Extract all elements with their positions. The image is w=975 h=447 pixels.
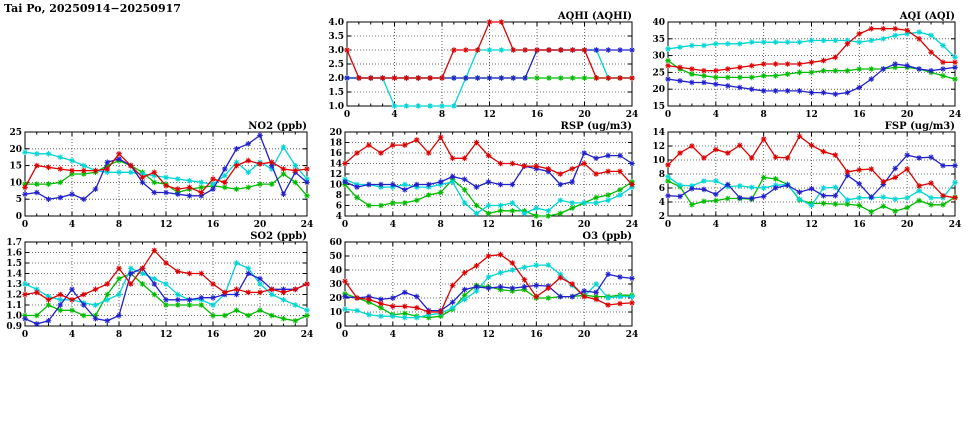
y-axis-label: 10 bbox=[329, 308, 342, 318]
x-axis-label: 24 bbox=[300, 330, 313, 340]
x-axis-label: 16 bbox=[530, 330, 543, 340]
x-axis-label: 16 bbox=[530, 220, 543, 230]
y-axis-label: 0 bbox=[15, 212, 22, 222]
x-axis-label: 8 bbox=[115, 330, 123, 340]
y-axis-label: 20 bbox=[9, 144, 22, 155]
so2-chart bbox=[0, 230, 313, 340]
y-axis-label: 25 bbox=[652, 68, 665, 79]
x-axis-label: 20 bbox=[578, 110, 591, 120]
aqi-chart bbox=[640, 10, 961, 120]
plot-frame bbox=[25, 132, 307, 216]
x-axis-label: 8 bbox=[438, 110, 446, 120]
y-axis-label: 8 bbox=[335, 191, 342, 201]
page-title: Tai Po, 20250914−20250917 bbox=[4, 2, 181, 15]
no2-chart-title: NO2 (ppb) bbox=[248, 121, 307, 132]
y-axis-label: 0 bbox=[335, 322, 342, 332]
o3-chart-title: O3 (ppb) bbox=[582, 231, 632, 242]
rsp-chart-title: RSP (ug/m3) bbox=[560, 121, 632, 132]
y-axis-label: 30 bbox=[652, 51, 665, 62]
x-axis-label: 0 bbox=[341, 220, 349, 230]
y-axis-label: 12 bbox=[329, 170, 342, 180]
y-axis-label: 60 bbox=[329, 238, 342, 248]
x-axis-label: 20 bbox=[577, 330, 591, 340]
x-axis-label: 20 bbox=[577, 220, 591, 230]
y-axis-label: 40 bbox=[652, 18, 665, 28]
aqi-plot bbox=[640, 10, 961, 120]
x-axis-label: 8 bbox=[437, 220, 444, 230]
x-axis-label: 8 bbox=[760, 110, 767, 120]
y-axis-label: 1.2 bbox=[6, 290, 22, 301]
x-axis-label: 12 bbox=[159, 330, 173, 340]
y-axis-label: 1.7 bbox=[6, 238, 22, 248]
y-axis-label: 1.0 bbox=[6, 311, 22, 322]
x-axis-label: 8 bbox=[437, 330, 444, 340]
x-axis-label: 24 bbox=[948, 220, 961, 230]
y-axis-label: 4.0 bbox=[328, 18, 344, 28]
y-axis-label: 35 bbox=[652, 34, 665, 45]
x-axis-label: 20 bbox=[253, 330, 267, 340]
aqhi-chart bbox=[319, 10, 638, 120]
x-axis-label: 24 bbox=[300, 220, 313, 230]
aqhi-chart-title: AQHI (AQHI) bbox=[557, 11, 632, 22]
y-axis-label: 0.9 bbox=[6, 322, 22, 332]
x-axis-label: 16 bbox=[206, 220, 220, 230]
x-axis-label: 24 bbox=[948, 110, 961, 120]
red-series-line bbox=[25, 250, 307, 299]
x-axis-label: 0 bbox=[664, 110, 672, 120]
y-axis-label: 10 bbox=[652, 156, 665, 166]
y-axis-label: 2.5 bbox=[328, 60, 344, 70]
y-axis-label: 20 bbox=[329, 128, 342, 138]
x-axis-label: 12 bbox=[482, 330, 495, 340]
x-axis-label: 24 bbox=[625, 220, 638, 230]
y-axis-label: 10 bbox=[9, 178, 22, 189]
x-axis-label: 0 bbox=[343, 110, 351, 120]
x-axis-label: 4 bbox=[389, 330, 396, 340]
y-axis-label: 1.5 bbox=[6, 259, 22, 269]
y-axis-label: 6 bbox=[335, 201, 342, 212]
x-axis-label: 16 bbox=[853, 220, 866, 230]
x-axis-label: 20 bbox=[900, 220, 914, 230]
y-axis-label: 40 bbox=[329, 266, 342, 276]
x-axis-label: 12 bbox=[159, 220, 173, 230]
x-axis-label: 16 bbox=[530, 110, 544, 120]
x-axis-label: 4 bbox=[391, 110, 398, 120]
x-axis-label: 4 bbox=[712, 220, 719, 230]
x-axis-label: 0 bbox=[664, 220, 672, 230]
y-axis-label: 1.0 bbox=[328, 102, 344, 112]
y-axis-label: 10 bbox=[329, 180, 342, 191]
o3-plot bbox=[317, 230, 638, 340]
o3-chart bbox=[317, 230, 638, 340]
y-axis-label: 1.5 bbox=[328, 88, 344, 98]
y-axis-label: 2 bbox=[658, 212, 665, 222]
x-axis-label: 8 bbox=[115, 220, 123, 230]
x-axis-label: 24 bbox=[625, 110, 638, 120]
fsp-chart-title: FSP (ug/m3) bbox=[884, 121, 955, 132]
aqi-chart-title: AQI (AQI) bbox=[899, 11, 955, 22]
x-axis-label: 8 bbox=[760, 220, 767, 230]
y-axis-label: 20 bbox=[329, 294, 342, 304]
y-axis-label: 5 bbox=[15, 195, 22, 206]
y-axis-label: 2.0 bbox=[328, 74, 344, 84]
y-axis-label: 12 bbox=[652, 142, 665, 152]
x-axis-label: 16 bbox=[853, 110, 866, 120]
x-axis-label: 16 bbox=[206, 330, 220, 340]
y-axis-label: 25 bbox=[9, 128, 22, 138]
y-axis-label: 1.6 bbox=[6, 248, 22, 259]
blue-series-markers bbox=[22, 133, 310, 202]
y-axis-label: 18 bbox=[329, 138, 342, 149]
no2-plot bbox=[0, 120, 313, 230]
x-axis-label: 20 bbox=[900, 110, 914, 120]
y-axis-label: 15 bbox=[652, 102, 665, 112]
y-axis-label: 4 bbox=[658, 198, 665, 208]
x-axis-label: 4 bbox=[68, 330, 76, 340]
x-axis-label: 12 bbox=[805, 220, 818, 230]
x-axis-label: 4 bbox=[68, 220, 76, 230]
y-axis-label: 16 bbox=[329, 149, 342, 159]
y-axis-label: 8 bbox=[658, 170, 665, 180]
fsp-chart bbox=[640, 120, 961, 230]
fsp-plot bbox=[640, 120, 961, 230]
x-axis-label: 12 bbox=[483, 110, 496, 120]
aqhi-plot bbox=[319, 10, 638, 120]
x-axis-label: 20 bbox=[253, 220, 267, 230]
y-axis-label: 1.3 bbox=[6, 280, 22, 290]
x-axis-label: 4 bbox=[389, 220, 396, 230]
y-axis-label: 3.0 bbox=[328, 46, 344, 56]
y-axis-label: 4 bbox=[335, 212, 342, 222]
so2-chart-title: SO2 (ppb) bbox=[250, 231, 307, 242]
rsp-plot bbox=[317, 120, 638, 230]
y-axis-label: 15 bbox=[9, 161, 22, 172]
x-axis-label: 0 bbox=[21, 330, 29, 340]
y-axis-label: 14 bbox=[652, 128, 665, 138]
rsp-chart bbox=[317, 120, 638, 230]
y-axis-label: 50 bbox=[329, 252, 342, 262]
so2-plot bbox=[0, 230, 313, 340]
y-axis-label: 6 bbox=[658, 184, 665, 194]
y-axis-label: 3.5 bbox=[328, 32, 344, 42]
x-axis-label: 0 bbox=[341, 330, 349, 340]
x-axis-label: 24 bbox=[625, 330, 638, 340]
y-axis-label: 1.1 bbox=[6, 301, 22, 311]
y-axis-label: 1.4 bbox=[6, 269, 22, 280]
x-axis-label: 12 bbox=[482, 220, 495, 230]
x-axis-label: 4 bbox=[712, 110, 719, 120]
y-axis-label: 30 bbox=[329, 280, 342, 290]
no2-chart bbox=[0, 120, 313, 230]
blue-series-line bbox=[25, 135, 307, 199]
blue-series-markers bbox=[665, 61, 958, 97]
y-axis-label: 14 bbox=[329, 159, 342, 170]
y-axis-label: 20 bbox=[652, 85, 665, 96]
x-axis-label: 0 bbox=[21, 220, 29, 230]
x-axis-label: 12 bbox=[805, 110, 818, 120]
